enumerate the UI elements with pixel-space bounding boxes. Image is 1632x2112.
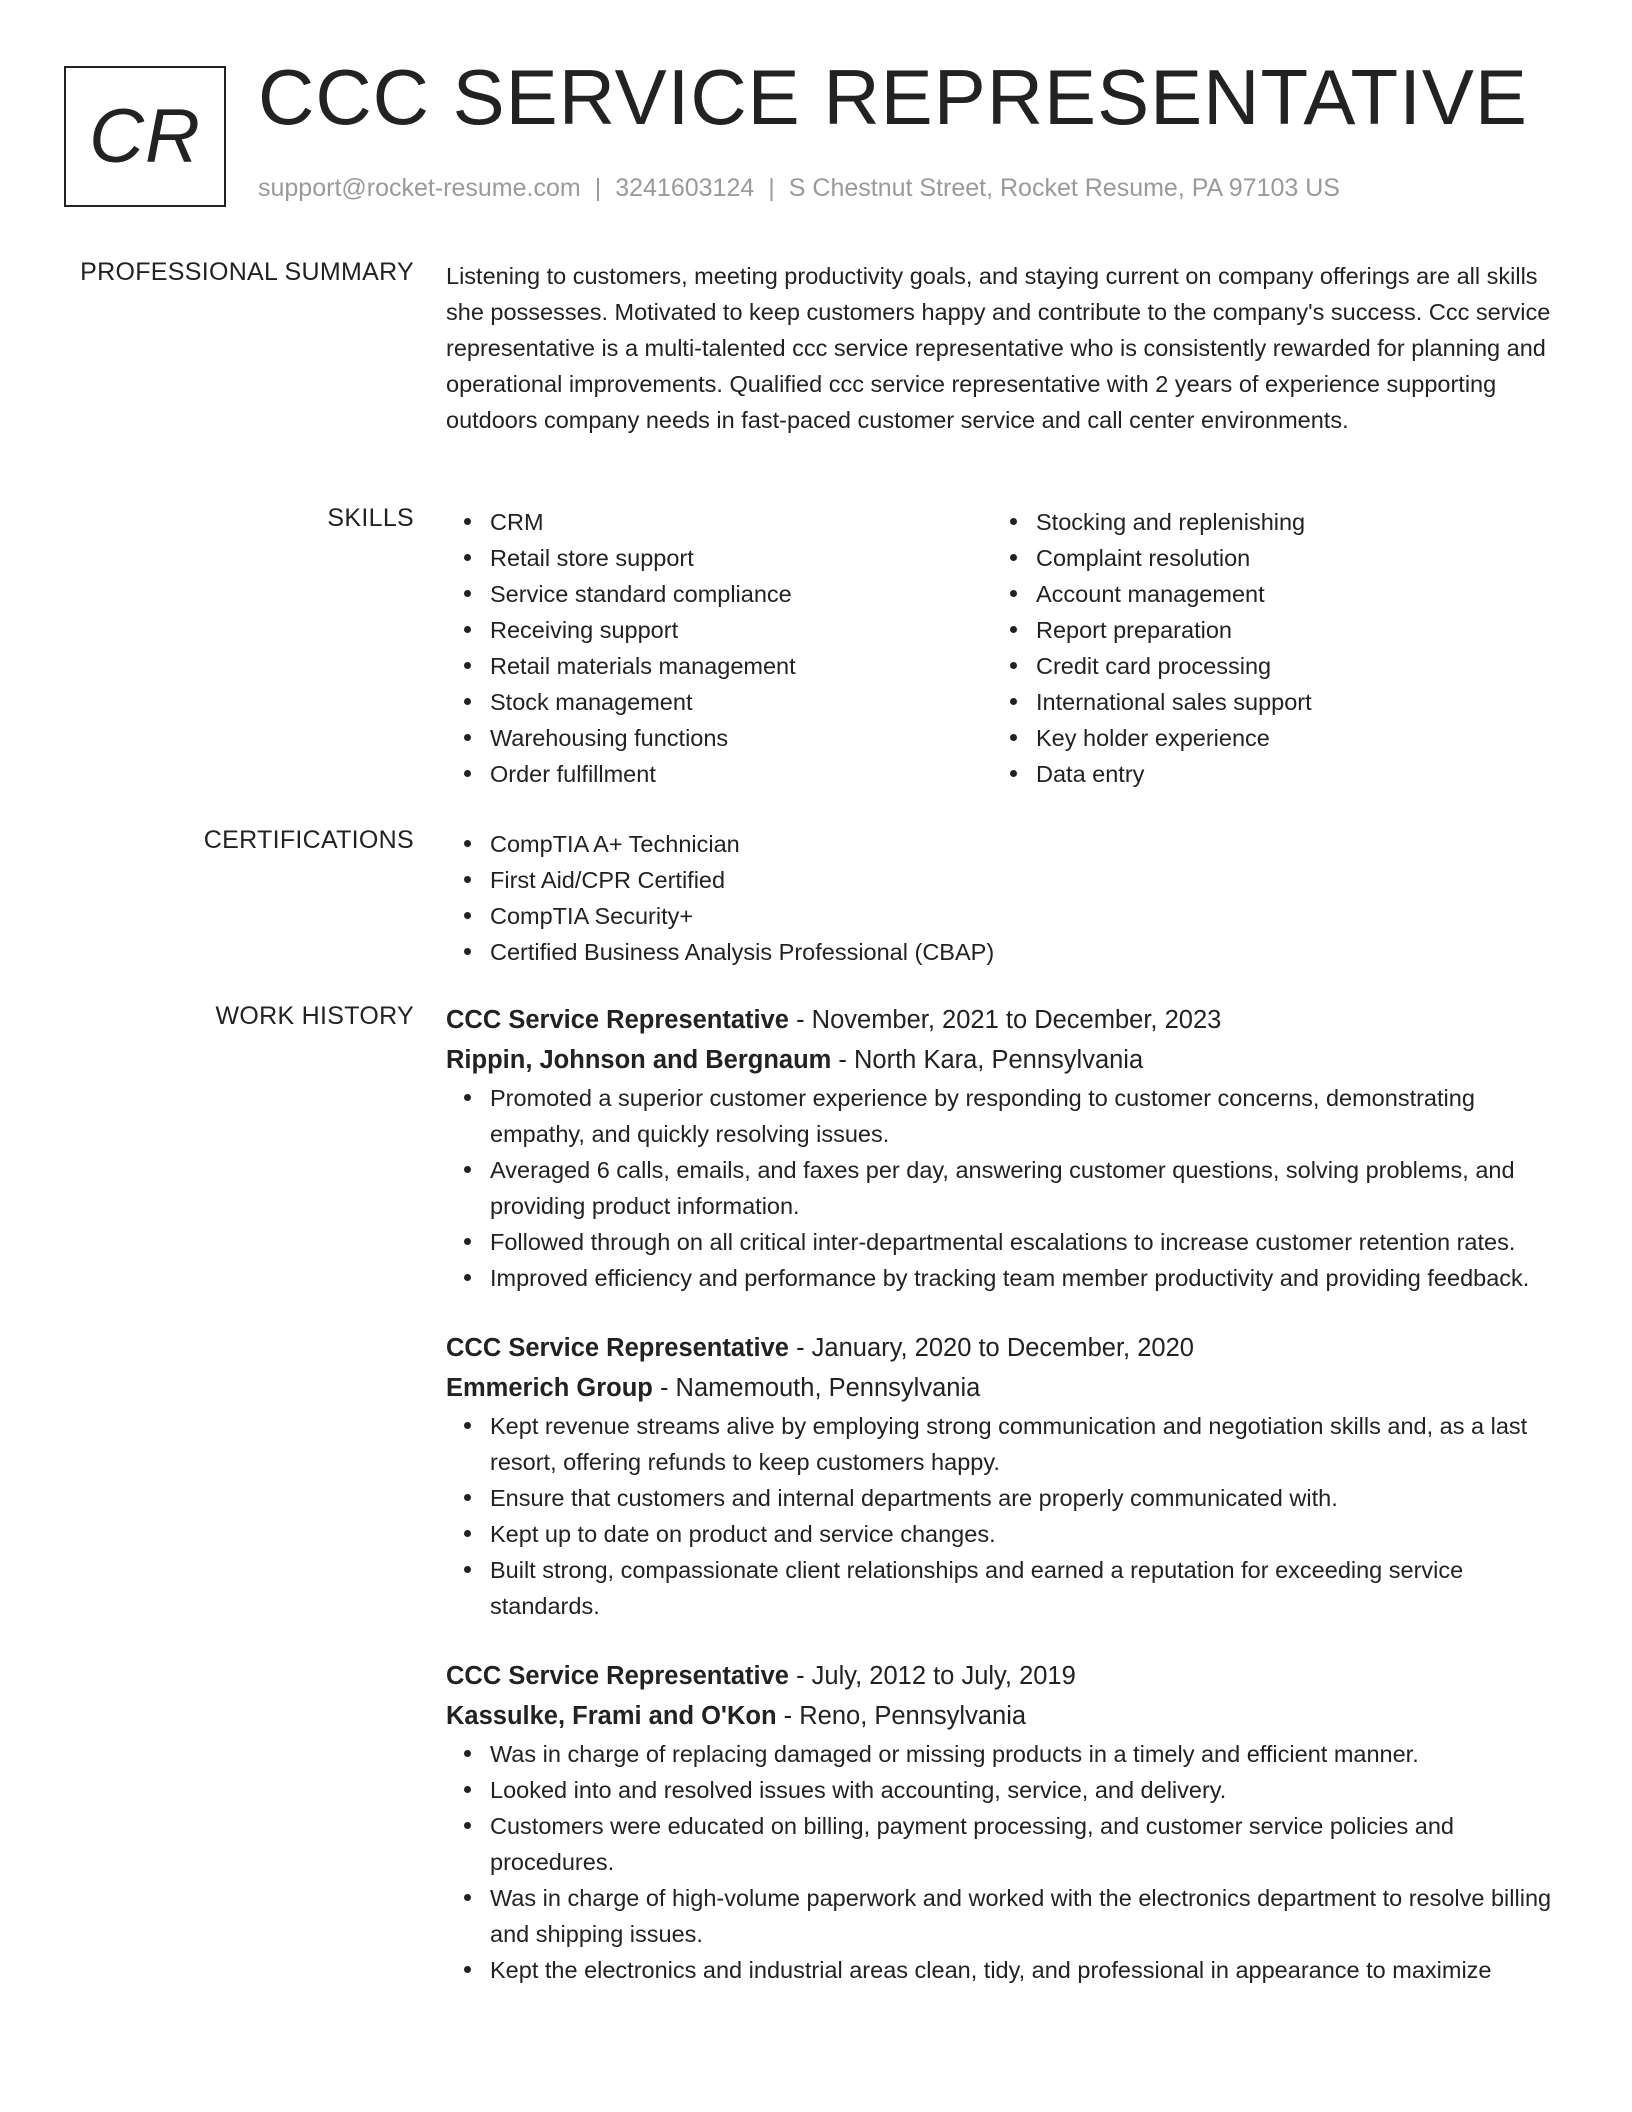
certifications-body bbox=[446, 826, 1566, 970]
job-company: Emmerich Group bbox=[446, 1374, 653, 1402]
contact-separator: | bbox=[768, 174, 775, 202]
section-title-summary: PROFESSIONAL SUMMARY bbox=[80, 258, 414, 286]
job-company: Rippin, Johnson and Bergnaum bbox=[446, 1046, 832, 1074]
job-bullet: Kept up to date on product and service changes. bbox=[490, 1516, 1566, 1552]
job-bullet: Looked into and resolved issues with accounting, service, and delivery. bbox=[490, 1772, 1566, 1808]
skill-item: Order fulfillment bbox=[490, 756, 966, 792]
job-title-line bbox=[446, 1000, 1566, 1040]
skill-item: Credit card processing bbox=[1036, 648, 1512, 684]
job-bullet: Ensure that customers and internal departments are properly communicated with. bbox=[490, 1480, 1566, 1516]
job-bullet: Customers were educated on billing, payment processing, and customer service policies and procedures. bbox=[490, 1808, 1566, 1880]
skill-item: Warehousing functions bbox=[490, 720, 966, 756]
monogram-logo bbox=[64, 66, 226, 207]
job-title-line bbox=[446, 1328, 1566, 1368]
certification-item: First Aid/CPR Certified bbox=[490, 862, 1566, 898]
job-bullet: Kept the electronics and industrial areas clean, tidy, and professional in appearance to maximize bbox=[490, 1952, 1566, 1988]
summary-body bbox=[446, 258, 1566, 438]
skills-column-left bbox=[446, 504, 966, 792]
skill-item: Data entry bbox=[1036, 756, 1512, 792]
summary-text: Listening to customers, meeting productivity goals, and staying current on company offerings are all skills she possesses. Motivated to keep customers happy and contribute to the company's success. Ccc service representative is a multi-talented ccc service representative who is consistently rewarded for planning and operational improvements. Qualified ccc service representative with 2 years of experience supporting outdoors company needs in fast-paced customer service and call center environments. bbox=[446, 263, 1551, 433]
job-bullet: Was in charge of high-volume paperwork and worked with the electronics department to resolve billing and shipping issues. bbox=[490, 1880, 1566, 1952]
section-title-certifications: CERTIFICATIONS bbox=[203, 826, 414, 854]
job-bullet: Followed through on all critical inter-departmental escalations to increase customer retention rates. bbox=[490, 1224, 1566, 1260]
job-role: CCC Service Representative bbox=[446, 1006, 789, 1034]
certification-item: CompTIA Security+ bbox=[490, 898, 1566, 934]
job-bullet: Improved efficiency and performance by tracking team member productivity and providing feedback. bbox=[490, 1260, 1566, 1296]
job-role: CCC Service Representative bbox=[446, 1662, 789, 1690]
skill-item: Key holder experience bbox=[1036, 720, 1512, 756]
job-bullet: Promoted a superior customer experience by responding to customer concerns, demonstrating empathy, and quickly resolving issues. bbox=[490, 1080, 1566, 1152]
job-role: CCC Service Representative bbox=[446, 1334, 789, 1362]
certifications-list bbox=[446, 826, 1566, 970]
job-location: - Namemouth, Pennsylvania bbox=[652, 1374, 981, 1402]
skill-item: Retail materials management bbox=[490, 648, 966, 684]
certification-item: Certified Business Analysis Professional (CBAP) bbox=[490, 934, 1566, 970]
candidate-name: CCC SERVICE REPRESENTATIVE bbox=[258, 53, 1528, 141]
section-title-work-history: WORK HISTORY bbox=[215, 1002, 414, 1030]
skill-item: Complaint resolution bbox=[1036, 540, 1512, 576]
job-company-line bbox=[446, 1368, 1566, 1408]
skills-body bbox=[446, 504, 1566, 794]
skills-column-right bbox=[992, 504, 1512, 792]
job-location: - North Kara, Pennsylvania bbox=[831, 1046, 1144, 1074]
certification-item: CompTIA A+ Technician bbox=[490, 826, 1566, 862]
job-entry bbox=[446, 1328, 1566, 1624]
contact-line bbox=[258, 174, 1340, 203]
skill-item: Stock management bbox=[490, 684, 966, 720]
contact-separator: | bbox=[594, 174, 602, 202]
job-company-line bbox=[446, 1696, 1566, 1736]
job-bullet: Averaged 6 calls, emails, and faxes per day, answering customer questions, solving problems, and providing product information. bbox=[490, 1152, 1566, 1224]
work-history-body bbox=[446, 1000, 1566, 1988]
job-location: - Reno, Pennsylvania bbox=[776, 1702, 1027, 1730]
skill-item: Stocking and replenishing bbox=[1036, 504, 1512, 540]
job-entry bbox=[446, 1000, 1566, 1296]
contact-email: support@rocket-resume.com bbox=[258, 174, 581, 202]
skill-item: Receiving support bbox=[490, 612, 966, 648]
skill-item: International sales support bbox=[1036, 684, 1512, 720]
job-entry bbox=[446, 1656, 1566, 1988]
section-title-skills: SKILLS bbox=[327, 504, 414, 532]
job-bullets bbox=[446, 1408, 1566, 1624]
job-bullet: Was in charge of replacing damaged or missing products in a timely and efficient manner. bbox=[490, 1736, 1566, 1772]
skills-list-right bbox=[992, 504, 1512, 792]
skill-item: Service standard compliance bbox=[490, 576, 966, 612]
job-dates: - November, 2021 to December, 2023 bbox=[789, 1006, 1222, 1034]
job-bullets bbox=[446, 1080, 1566, 1296]
job-bullet: Built strong, compassionate client relationships and earned a reputation for exceeding service standards. bbox=[490, 1552, 1566, 1624]
skill-item: Report preparation bbox=[1036, 612, 1512, 648]
job-company: Kassulke, Frami and O'Kon bbox=[446, 1702, 777, 1730]
contact-phone: 3241603124 bbox=[615, 174, 755, 202]
monogram-initials: CR bbox=[89, 94, 201, 179]
job-company-line bbox=[446, 1040, 1566, 1080]
skills-list-left bbox=[446, 504, 966, 792]
skill-item: CRM bbox=[490, 504, 966, 540]
job-dates: - January, 2020 to December, 2020 bbox=[789, 1334, 1194, 1362]
job-title-line bbox=[446, 1656, 1566, 1696]
skill-item: Retail store support bbox=[490, 540, 966, 576]
job-bullets bbox=[446, 1736, 1566, 1988]
job-bullet: Kept revenue streams alive by employing strong communication and negotiation skills and, as a last resort, offering refunds to keep customers happy. bbox=[490, 1408, 1566, 1480]
contact-address: S Chestnut Street, Rocket Resume, PA 97103 US bbox=[788, 174, 1340, 202]
job-dates: - July, 2012 to July, 2019 bbox=[789, 1662, 1076, 1690]
skill-item: Account management bbox=[1036, 576, 1512, 612]
